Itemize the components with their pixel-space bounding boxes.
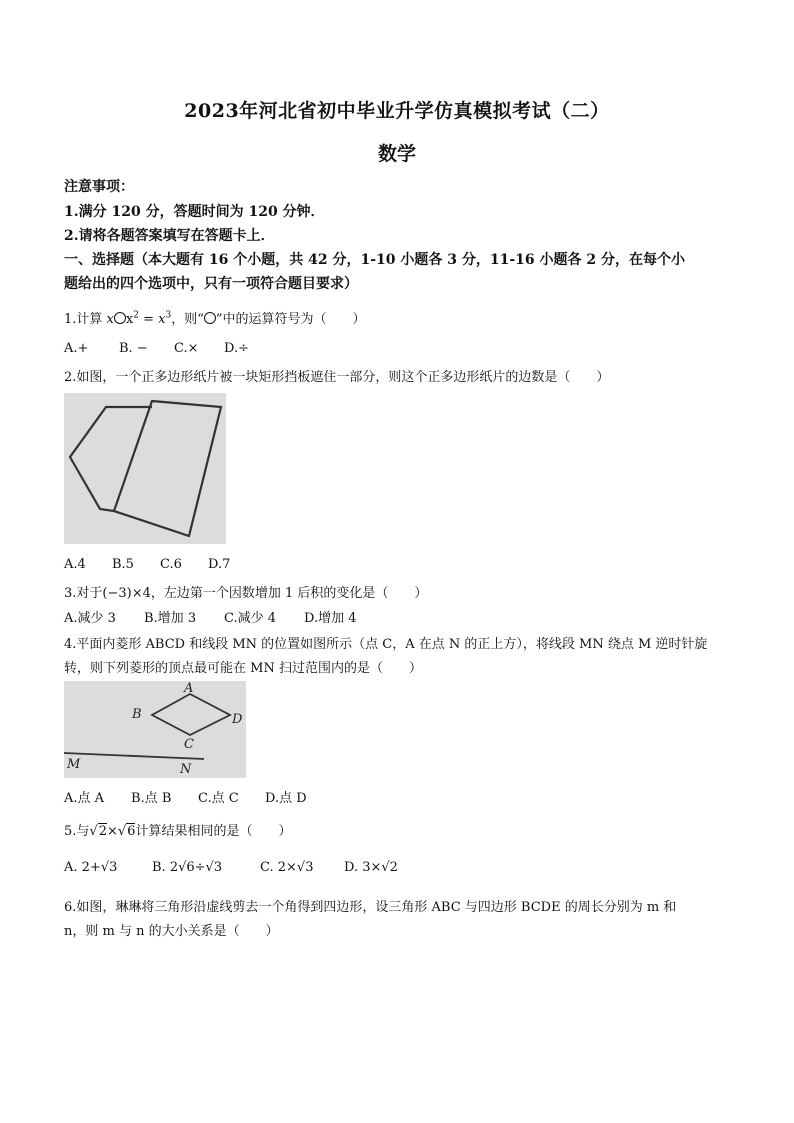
q4-option-c[interactable]: C.点 C: [198, 791, 239, 806]
q1-option-c[interactable]: C.×: [174, 341, 199, 356]
q3-options: [64, 607, 357, 626]
q1-var: x: [106, 312, 114, 327]
label-b: B: [132, 707, 142, 722]
label-a: A: [184, 681, 194, 696]
q1-after: ，则“: [171, 312, 204, 327]
subject-title: 数学: [377, 143, 416, 165]
question-2: 2.如图，一个正多边形纸片被一块矩形挡板遮住一部分，则这个正多边形纸片的边数是（ ）: [64, 370, 610, 385]
q5-options: [64, 860, 398, 875]
question-5: 5.与√2×√6计算结果相同的是（ ）: [64, 824, 292, 839]
question-4-line2: 转，则下列菱形的顶点最可能在 MN 扫过范围内的是（ ）: [64, 661, 422, 676]
q3-option-a[interactable]: A.减少 3: [64, 611, 116, 626]
q1-option-d[interactable]: D.÷: [224, 341, 249, 356]
note-item-2: 2.请将各题答案填写在答题卡上．: [64, 228, 275, 244]
page-title: 2023年河北省初中毕业升学仿真模拟考试（二）: [184, 100, 610, 122]
q3-prefix: 3.对于: [64, 586, 103, 601]
q2-option-b[interactable]: B.5: [112, 557, 134, 572]
q1-prefix: 1.计算: [64, 312, 103, 327]
question-6-line1: 6.如图，琳琳将三角形沿虚线剪去一个角得到四边形，设三角形 ABC 与四边形 BCDE 的周长分别为 m 和: [64, 900, 677, 915]
q1-operand: x: [125, 312, 134, 327]
q5-option-c[interactable]: C. 2×√3: [260, 860, 314, 875]
notes-heading: 注意事项：: [64, 179, 134, 195]
question-4-line1: 4.平面内菱形 ABCD 和线段 MN 的位置如图所示（点 C，A 在点 N 的正上方），将线段 MN 绕点 M 逆时针旋: [64, 637, 708, 652]
rhombus-figure-svg: [64, 681, 246, 778]
q2-option-c[interactable]: C.6: [160, 557, 182, 572]
q4-option-d[interactable]: D.点 D: [265, 791, 307, 806]
q5-option-d[interactable]: D. 3×√2: [344, 860, 398, 875]
q5-suffix: 计算结果相同的是（ ）: [135, 824, 292, 839]
q3-option-c[interactable]: C.减少 4: [224, 611, 277, 626]
operator-circle-icon: [114, 312, 126, 324]
q5-prefix: 5.与: [64, 824, 90, 839]
q4-option-a[interactable]: A.点 A: [64, 791, 105, 806]
q4-options: [64, 787, 307, 806]
q2-option-d[interactable]: D.7: [208, 557, 231, 572]
polygon-figure-svg: [64, 393, 226, 544]
section1-instructions-line1: 一、选择题（本大题有 16 个小题，共 42 分，1-10 小题各 3 分，11-16 小题各 2 分，在每个小: [64, 252, 685, 268]
q3-option-b[interactable]: B.增加 3: [144, 611, 197, 626]
q2-options: [64, 557, 230, 572]
q3-option-d[interactable]: D.增加 4: [304, 611, 357, 626]
label-n: N: [180, 762, 192, 777]
question-3: [64, 582, 427, 601]
q1-option-b[interactable]: B. −: [119, 341, 148, 356]
label-c: C: [184, 737, 194, 752]
q2-figure: [64, 393, 226, 544]
q2-option-a[interactable]: A.4: [64, 557, 86, 572]
label-d: D: [232, 712, 243, 727]
q5-option-a[interactable]: A. 2+√3: [64, 860, 118, 875]
q5-option-b[interactable]: B. 2√6÷√3: [152, 860, 223, 875]
question-1: 1.计算 x $x^2 = x^3$，则“ ”中的运算符号为（ ）: [64, 310, 366, 327]
q4-figure: [64, 681, 246, 778]
q1-option-a[interactable]: A.+: [64, 341, 89, 356]
q3-expression: (−3)×4: [102, 586, 151, 601]
label-m: M: [67, 757, 81, 772]
operator-circle-icon: [204, 312, 216, 324]
note-item-1: 1.满分 120 分，答题时间为 120 分钟．: [64, 204, 325, 220]
q3-suffix: ，左边第一个因数增加 1 后积的变化是（ ）: [150, 586, 428, 601]
q4-option-b[interactable]: B.点 B: [131, 791, 172, 806]
q1-options: [64, 341, 249, 356]
section1-instructions-line2: 题给出的四个选项中，只有一项符合题目要求）: [64, 276, 358, 292]
q1-after2: ”中的运算符号为（ ）: [215, 312, 366, 327]
question-6-line2: n，则 m 与 n 的大小关系是（ ）: [64, 924, 279, 939]
